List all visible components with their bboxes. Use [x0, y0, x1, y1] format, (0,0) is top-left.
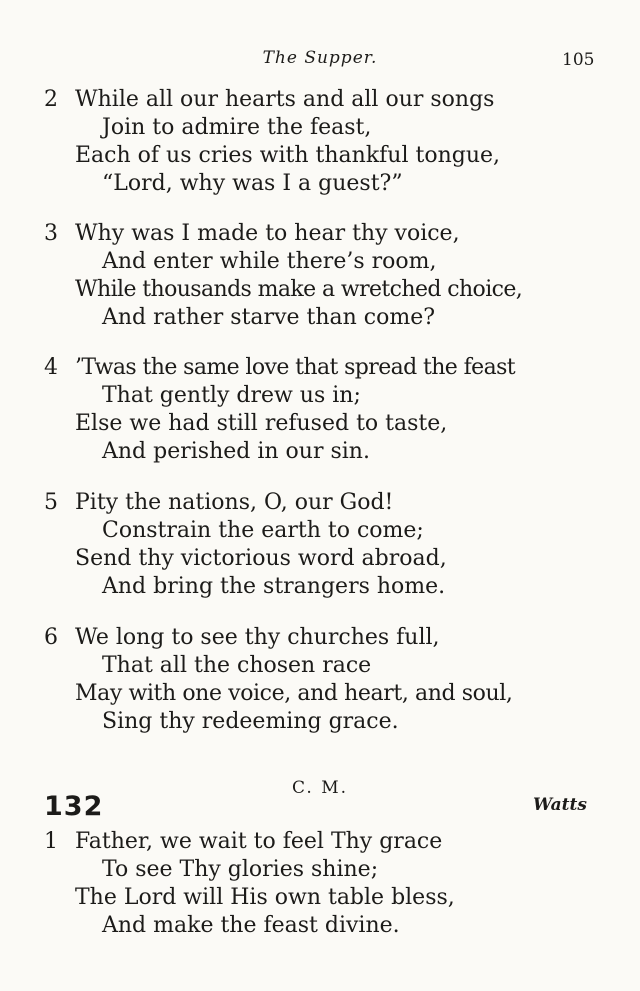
verse-line: Why was I made to hear thy voice, [75, 221, 460, 246]
page-number: 105 [562, 50, 595, 70]
hymn-meter: C. M. [291, 778, 349, 798]
verse-number: 3 [44, 221, 58, 246]
verse-line: While all our hearts and all our songs [75, 87, 495, 112]
verse-line: And enter while there’s room, [102, 249, 437, 274]
verse-line: Constrain the earth to come; [102, 518, 424, 543]
verse-line: That all the chosen race [102, 653, 372, 678]
verse-line: Else we had still refused to taste, [75, 411, 448, 436]
verse-line: Pity the nations, O, our God! [75, 490, 394, 515]
verse-line: We long to see thy churches full, [75, 625, 440, 650]
verse-number: 4 [44, 355, 58, 380]
verse-line: While thousands make a wretched choice, [75, 277, 523, 302]
verse-line: And make the feast divine. [102, 913, 400, 938]
verse-number: 6 [44, 625, 58, 650]
verse-line: To see Thy glories shine; [102, 857, 379, 882]
verse-line: “Lord, why was I a guest?” [102, 171, 403, 196]
verse-line: Sing thy redeeming grace. [102, 709, 399, 734]
verse-number: 1 [44, 829, 58, 854]
verse-line: Join to admire the feast, [102, 115, 372, 140]
verse-line: May with one voice, and heart, and soul, [75, 681, 513, 706]
verse-line: And perished in our sin. [102, 439, 370, 464]
hymn-number: 132 [44, 791, 104, 822]
verse-line: The Lord will His own table bless, [75, 885, 455, 910]
verse-number: 2 [44, 87, 58, 112]
hymn-author: Watts [533, 795, 587, 815]
verse-line: Each of us cries with thankful tongue, [75, 143, 501, 168]
verse-line: ’Twas the same love that spread the feast [75, 355, 516, 380]
verse-line: Send thy victorious word abroad, [75, 546, 447, 571]
running-title: The Supper. [262, 48, 378, 68]
verse-line: And rather starve than come? [102, 305, 436, 330]
verse-line: Father, we wait to feel Thy grace [75, 829, 443, 854]
verse-line: And bring the strangers home. [102, 574, 446, 599]
verse-number: 5 [44, 490, 58, 515]
verse-line: That gently drew us in; [102, 383, 361, 408]
